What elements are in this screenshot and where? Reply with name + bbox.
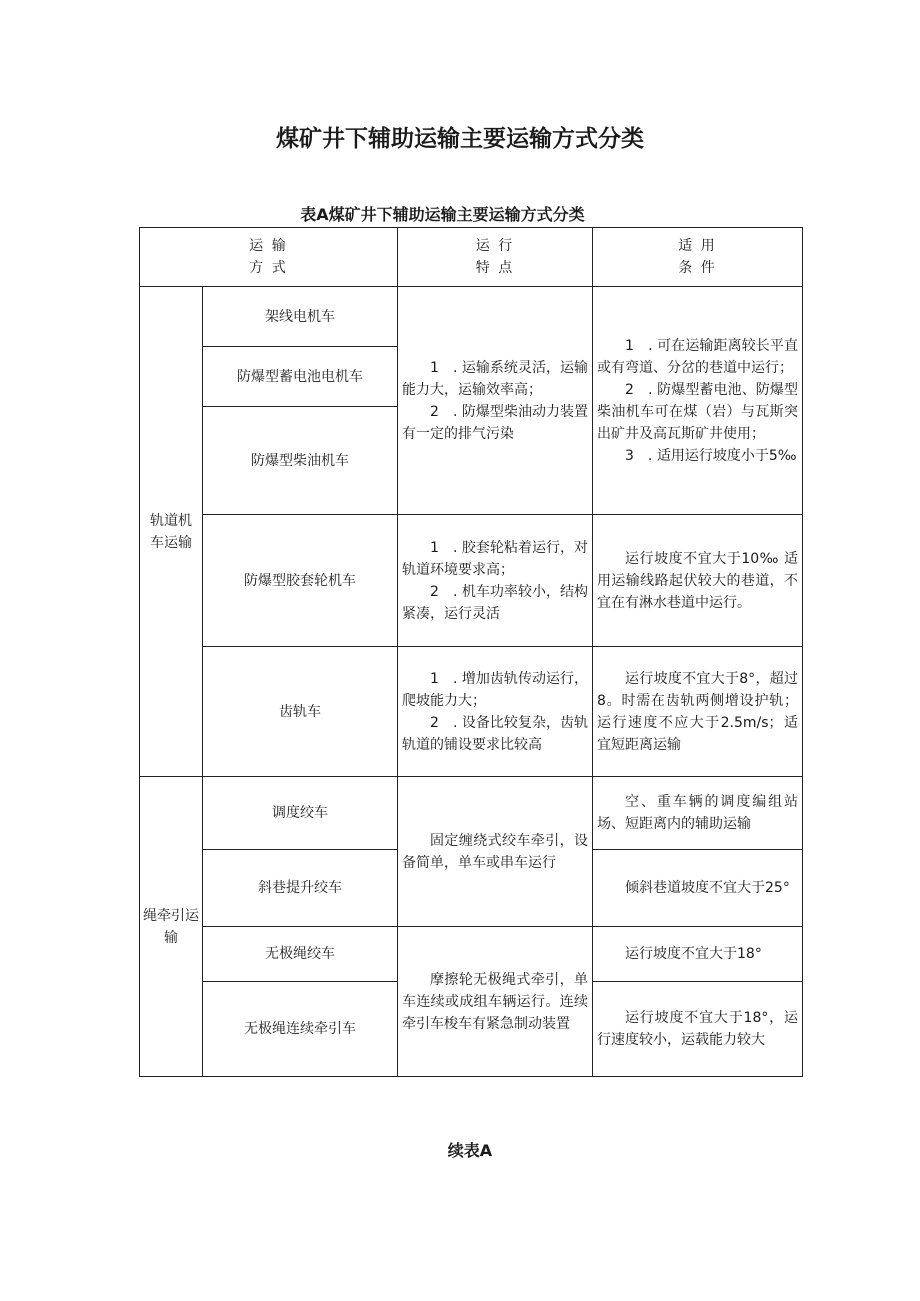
conditions-endless-winch: 运行坡度不宜大于18° [593, 927, 803, 982]
condition-item: 1 . 可在运输距离较长平直或有弯道、分岔的巷道中运行； [597, 337, 799, 376]
features-rail-group1 [398, 287, 593, 515]
header-operating-features [398, 228, 593, 287]
table-row [140, 927, 803, 982]
continued-table-label: 续表A [447, 1141, 493, 1160]
category-rope-line1: 绳牵引运 [143, 907, 199, 924]
page-title: 煤矿井下辅助运输主要运输方式分类 [276, 126, 644, 152]
header-mode-line1: 运 输 [249, 238, 288, 254]
conditions-rubber-tyre: 运行坡度不宜大于10‰ 适用运输线路起伏较大的巷道，不宜在有淋水巷道中运行。 [593, 515, 803, 647]
conditions-rail-group1 [593, 287, 803, 515]
vehicle-diesel-locomotive: 防爆型柴油机车 [203, 407, 398, 515]
header-mode-line2: 方 式 [249, 260, 288, 276]
transport-classification-table [139, 227, 803, 1077]
feature-item: 2 . 机车功率较小，结构紧凑，运行灵活 [402, 583, 589, 622]
category-rope-line2: 输 [164, 929, 178, 946]
feature-item: 2 . 防爆型柴油动力装置有一定的排气污染 [402, 403, 589, 442]
conditions-dispatch-winch: 空、重车辆的调度编组站场、短距离内的辅助运输 [593, 777, 803, 850]
condition-item: 2 . 防爆型蓄电池、防爆型柴油机车可在煤（岩）与瓦斯突出矿井及高瓦斯矿井使用； [597, 381, 799, 442]
features-friction-wheel: 摩擦轮无极绳式牵引，单车连续或成组车辆运行。连续牵引车梭车有紧急制动装置 [398, 927, 593, 1077]
feature-item: 1 . 运输系统灵活，运输能力大，运输效率高； [402, 359, 589, 398]
conditions-endless-continuous: 运行坡度不宜大于18°，运行速度较小，运载能力较大 [593, 982, 803, 1077]
vehicle-endless-rope-continuous-tractor: 无极绳连续牵引车 [203, 982, 398, 1077]
vehicle-trolley-locomotive: 架线电机车 [203, 287, 398, 347]
category-rope-haulage [140, 777, 203, 1077]
header-features-line2: 特 点 [475, 260, 515, 276]
table-row [140, 287, 803, 347]
feature-item: 1 . 增加齿轨传动运行，爬坡能力大； [402, 670, 589, 709]
feature-item: 1 . 胶套轮粘着运行，对轨道环境要求高； [402, 539, 589, 578]
table-row [140, 777, 803, 850]
vehicle-battery-locomotive: 防爆型蓄电池电机车 [203, 347, 398, 407]
features-rack [398, 647, 593, 777]
table-row [140, 515, 803, 647]
feature-item: 2 . 设备比较复杂，齿轨轨道的铺设要求比较高 [402, 714, 589, 753]
category-rail-line2: 车运输 [150, 534, 192, 551]
header-features-line1: 运 行 [475, 238, 515, 254]
vehicle-incline-hoist-winch: 斜巷提升绞车 [203, 850, 398, 927]
header-applicable-conditions [593, 228, 803, 287]
vehicle-rack-railway-car: 齿轨车 [203, 647, 398, 777]
features-fixed-winch: 固定缠绕式绞车牵引，设备简单，单车或串车运行 [398, 777, 593, 927]
vehicle-rubber-tyre-locomotive: 防爆型胶套轮机车 [203, 515, 398, 647]
table-caption: 表A煤矿井下辅助运输主要运输方式分类 [300, 205, 585, 224]
vehicle-dispatch-winch: 调度绞车 [203, 777, 398, 850]
table-header-row [140, 228, 803, 287]
category-rail-transport [140, 287, 203, 777]
header-conditions-line2: 条 件 [678, 260, 717, 276]
features-rubber-tyre [398, 515, 593, 647]
header-transport-mode [140, 228, 398, 287]
condition-item: 3 . 适用运行坡度小于5‰ [625, 447, 797, 464]
category-rail-line1: 轨道机 [150, 512, 192, 529]
table-row [140, 647, 803, 777]
conditions-incline-winch: 倾斜巷道坡度不宜大于25° [593, 850, 803, 927]
vehicle-endless-rope-winch: 无极绳绞车 [203, 927, 398, 982]
header-conditions-line1: 适 用 [678, 238, 717, 254]
conditions-rack: 运行坡度不宜大于8°，超过8。时需在齿轨两侧增设护轨；运行速度不应大于2.5m/s；适宜短距离运输 [593, 647, 803, 777]
